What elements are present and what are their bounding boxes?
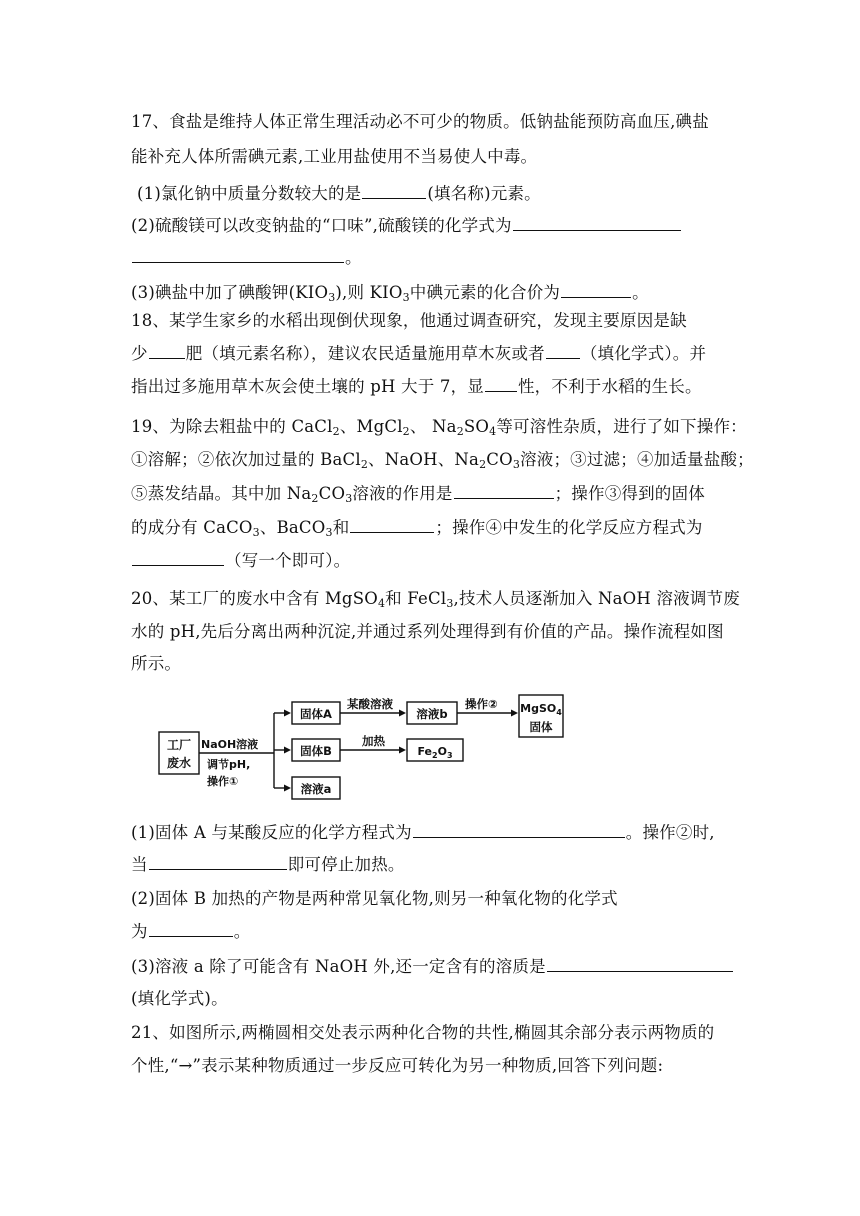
q20-part2-cont: 为 。 [131, 922, 251, 941]
answer-blank[interactable] [454, 482, 554, 499]
q17-part2: (2)硫酸镁可以改变钠盐的“口味”,硫酸镁的化学式为 [131, 214, 682, 237]
answer-blank[interactable] [362, 182, 426, 199]
q17-part2-cont: 。 [131, 246, 362, 269]
q21-line1: 21、如图所示,两椭圆相交处表示两种化合物的共性,椭圆其余部分表示两物质的 [131, 1023, 715, 1042]
q17-line1: 17、食盐是维持人体正常生理活动必不可少的物质。低钠盐能预防高血压,碘盐 [131, 112, 709, 131]
q20-part3: (3)溶液 a 除了可能含有 NaOH 外,还一定含有的溶质是 [131, 955, 734, 978]
q19-line4: 的成分有 CaCO$_3$、BaCO$_3$和 ；操作④中发生的化学反应方程式为 [131, 518, 703, 539]
q18-line2: 少 肥（填元素名称），建议农民适量施用草木灰或者 （填化学式）。并 [131, 344, 707, 363]
process-flowchart [157, 688, 577, 804]
solutionB-label: 溶液b [416, 707, 448, 721]
acid-label: 某酸溶液 [347, 697, 393, 711]
factory-label-2: 废水 [166, 756, 192, 770]
q20-line2: 水的 pH,先后分离出两种沉淀,并通过系列处理得到有价值的产品。操作流程如图 [131, 622, 724, 641]
q20-line3: 所示。 [131, 654, 182, 673]
solidA-label: 固体A [300, 707, 332, 721]
q20-part3-cont: (填化学式)。 [131, 989, 228, 1008]
heat-label: 加热 [362, 734, 385, 748]
arrowhead [399, 747, 406, 754]
q17-part1: (1)氯化钠中质量分数较大的是 (填名称)元素。 [137, 184, 541, 203]
q19-line2: ①溶解；②依次加过量的 BaCl$_2$、NaOH、$Na_2CO_3$溶液；③过滤；④加适量盐酸； [131, 450, 754, 471]
answer-blank[interactable] [485, 375, 517, 392]
arrowhead [399, 710, 406, 717]
solidB-label: 固体B [300, 744, 332, 758]
naoh-label: NaOH溶液 [201, 738, 259, 751]
factory-label-1: 工厂 [166, 738, 192, 752]
q19-line1: 19、为除去粗盐中的 CaCl$_2$、MgCl$_2$、 $Na_2SO_4$等可溶性杂质，进行了如下操作： [131, 417, 747, 438]
answer-blank[interactable] [350, 516, 434, 533]
adjust-ph-label: 调节pH, [207, 758, 251, 771]
q18-line1: 18、某学生家乡的水稻出现倒伏现象，他通过调查研究，发现主要原因是缺 [131, 311, 687, 330]
solutionA-label: 溶液a [300, 782, 332, 796]
operation1-label: 操作① [207, 775, 239, 788]
q20-part2: (2)固体 B 加热的产物是两种常见氧化物,则另一种氧化物的化学式 [131, 889, 618, 908]
arrowhead [284, 710, 291, 717]
mgso4-label: MgSO$_4$ [520, 702, 562, 717]
answer-blank[interactable] [413, 821, 625, 838]
answer-blank[interactable] [149, 920, 233, 937]
q20-part1: (1)固体 A 与某酸反应的化学方程式为 。操作②时, [131, 823, 715, 842]
answer-blank[interactable] [561, 281, 631, 298]
q19-line3: ⑤蒸发结晶。其中加 $Na_2CO_3$溶液的作用是 ；操作③得到的固体 [131, 484, 705, 505]
fe2o3-label: $Fe_2O_3$ [417, 745, 453, 760]
operation2-label: 操作② [465, 697, 498, 711]
answer-blank[interactable] [546, 342, 580, 359]
answer-blank[interactable] [132, 246, 344, 263]
answer-blank[interactable] [149, 853, 287, 870]
q17-part3: (3)碘盐中加了碘酸钾$(KIO_3)$,则 $KIO_3$中碘元素的化合价为 。 [131, 283, 649, 304]
q17-line2: 能补充人体所需碘元素,工业用盐使用不当易使人中毒。 [131, 147, 538, 166]
solid-label: 固体 [529, 720, 553, 734]
answer-blank[interactable] [513, 214, 681, 231]
q18-line3: 指出过多施用草木灰会使土壤的 pH 大于 7，显 性，不利于水稻的生长。 [131, 377, 702, 396]
q19-line5: （写一个即可）。 [131, 549, 350, 572]
answer-blank[interactable] [547, 955, 733, 972]
q21-line2: 个性,“→”表示某种物质通过一步反应可转化为另一种物质,回答下列问题: [131, 1056, 664, 1075]
answer-blank[interactable] [132, 549, 224, 566]
arrowhead [284, 785, 291, 792]
arrowhead [511, 710, 518, 717]
q20-line1: 20、某工厂的废水中含有 MgSO$_4$和 FeCl$_3$,技术人员逐渐加入 NaOH 溶液调节废 [131, 589, 740, 610]
answer-blank[interactable] [149, 342, 185, 359]
arrowhead [284, 747, 291, 754]
q20-part1-cont: 当 即可停止加热。 [131, 855, 405, 874]
